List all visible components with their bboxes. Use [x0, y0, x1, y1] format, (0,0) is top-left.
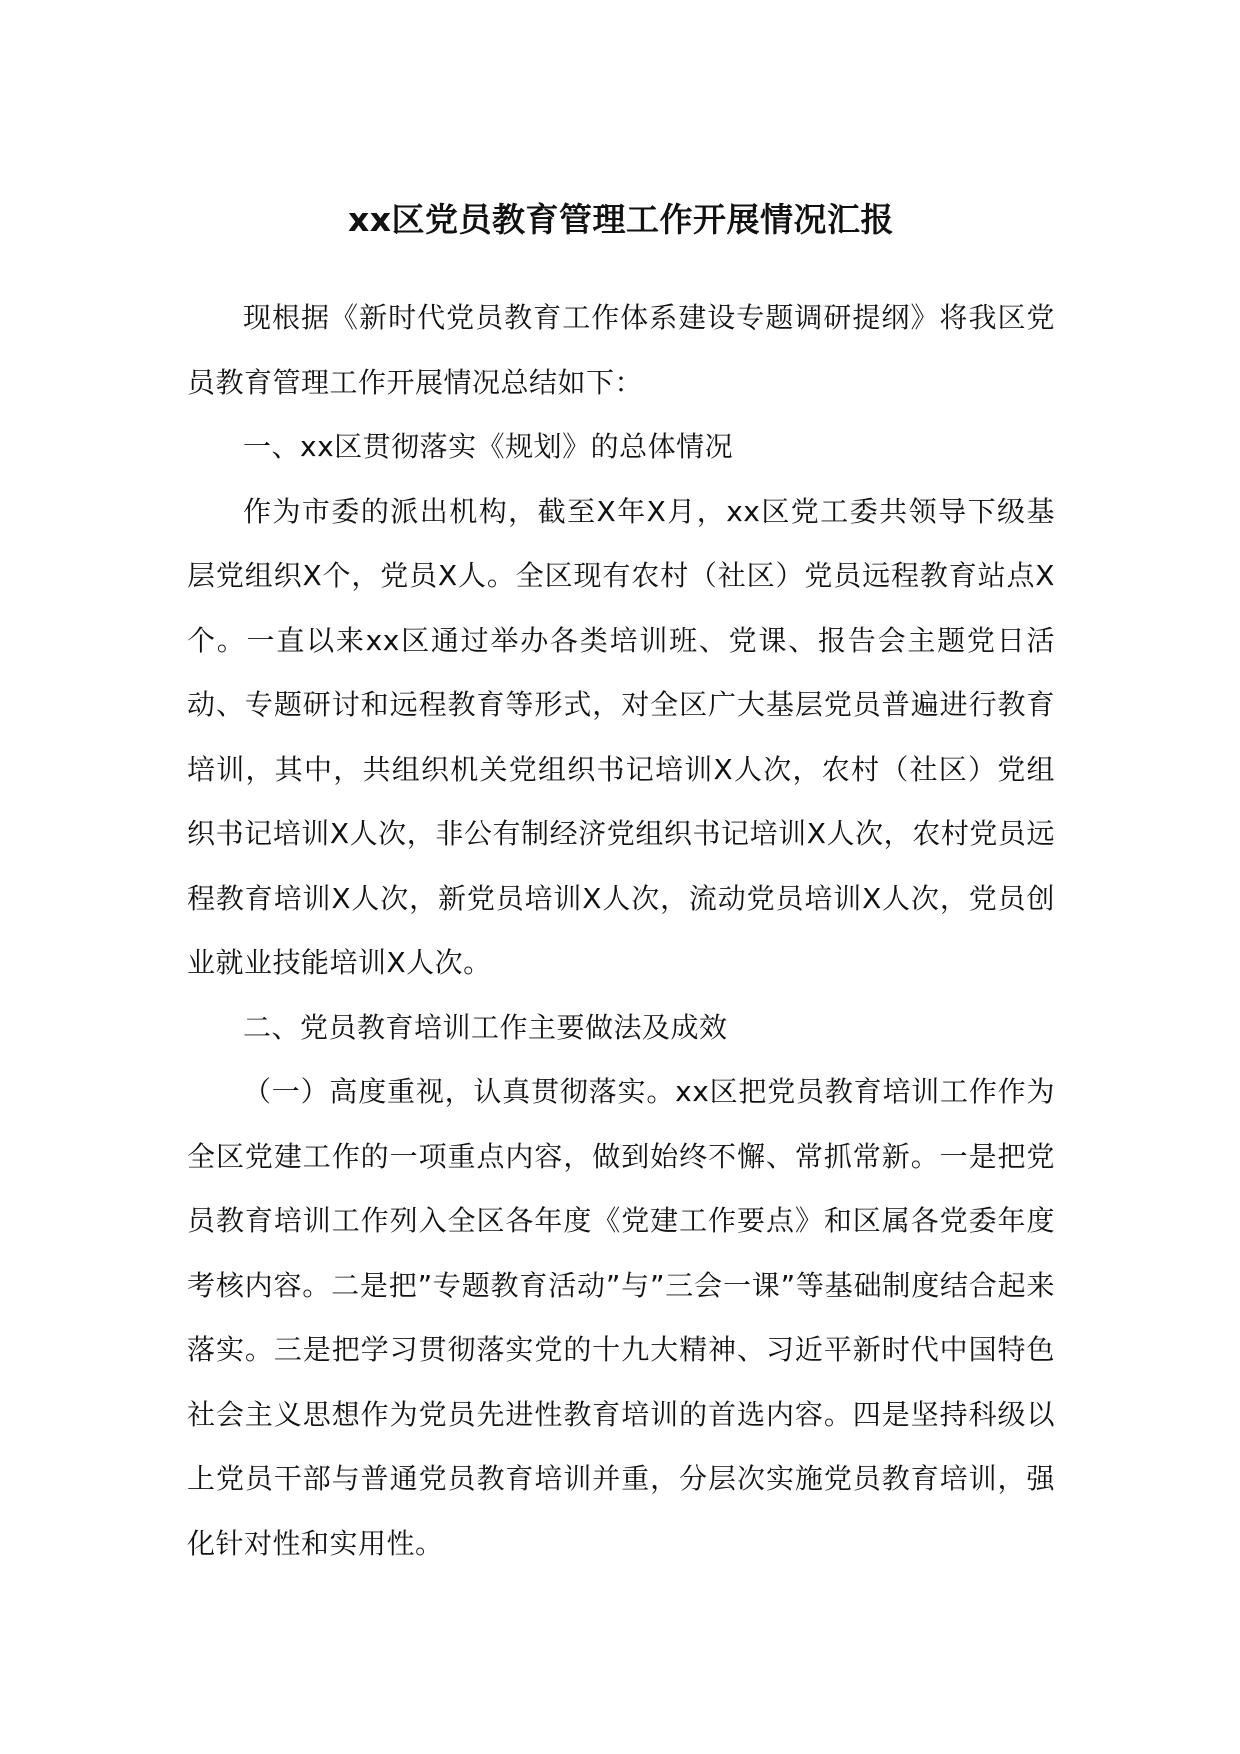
- section-heading-2: 二、党员教育培训工作主要做法及成效: [243, 1010, 728, 1044]
- section-heading-1: 一、xx区贯彻落实《规划》的总体情况: [243, 430, 734, 463]
- document-title: xx区党员教育管理工作开展情况汇报: [347, 200, 895, 239]
- section-2-paragraph-1: （一）高度重视，认真贯彻落实。xx区把党员教育培训工作作为全区党建工作的一项重点内容，做到始终不懈、常抓常新。一是把党员教育培训工作列入全区各年度《党建工作要点》和区属各党委年度考核内容。二是把”专题教育活动”与”三会一课”等基础制度结合起来落实。三是把学习贯彻落实党的十九大精神、习近平新时代中国特色社会主义思想作为党员先进性教育培训的首选内容。四是坚持科级以上党员干部与普通党员教育培训并重，分层次实施党员教育培训，强化针对性和实用性。: [187, 1075, 1055, 1560]
- intro-paragraph: 现根据《新时代党员教育工作体系建设专题调研提纲》将我区党员教育管理工作开展情况总结如下：: [187, 301, 1055, 399]
- document-body: [187, 190, 1055, 1576]
- section-1-paragraph: 作为市委的派出机构，截至X年X月，xx区党工委共领导下级基层党组织X个，党员X人。全区现有农村（社区）党员远程教育站点X个。一直以来xx区通过举办各类培训班、党课、报告会主题党日活动、专题研讨和远程教育等形式，对全区广大基层党员普遍进行教育培训，其中，共组织机关党组织书记培训X人次，农村（社区）党组织书记培训X人次，非公有制经济党组织书记培训X人次，农村党员远程教育培训X人次，新党员培训X人次，流动党员培训X人次，党员创业就业技能培训X人次。: [187, 494, 1055, 979]
